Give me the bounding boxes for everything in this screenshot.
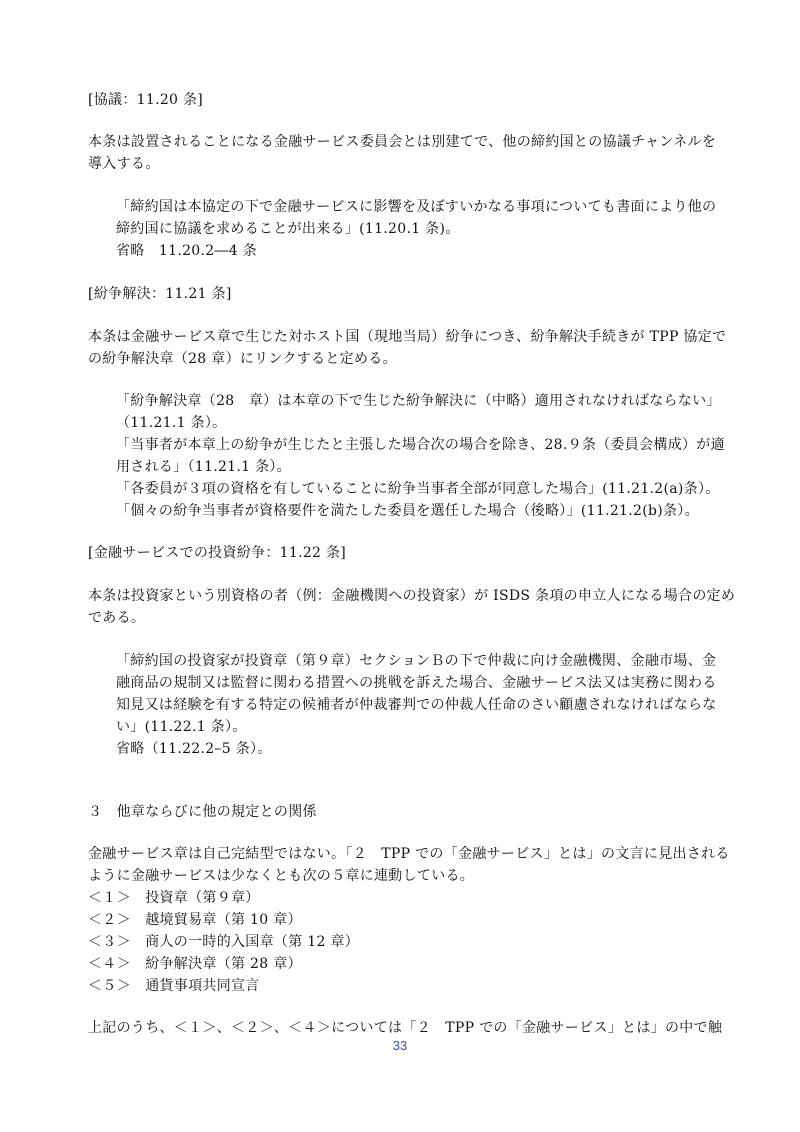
quote-line: い」(11.22.1 条）。 (116, 719, 247, 735)
paragraph-line: 金融サービス章は自己完結型ではない。「２ TPP での「金融サービス」とは」の文言に見出される (88, 846, 730, 862)
quote-line: 「締約国は本協定の下で金融サービスに影響を及ぼすいかなる事項についても書面により他の (116, 199, 717, 215)
paragraph-line: 本条は金融サービス章で生じた対ホスト国（現地当局）紛争につき、紛争解決手続きが TPP 協定で (88, 329, 727, 345)
paragraph-line: 本条は投資家という別資格の者（例：金融機関への投資家）が ISDS 条項の申立人になる場合の定め (88, 588, 736, 604)
list-item: ＜１＞ 投資章（第９章） (88, 890, 260, 906)
paragraph-line: ように金融サービスは少なくとも次の５章に連動している。 (88, 868, 475, 884)
heading-investment-disputes: [金融サービスでの投資紛争：11.22 条] (88, 545, 347, 561)
paragraph-line: 本条は設置されることになる金融サービス委員会とは別建てで、他の締約国との協議チャンネルを (88, 134, 717, 150)
quote-line: （11.21.1 条）。 (116, 415, 227, 431)
quote-line: 「締約国の投資家が投資章（第９章）セクションＢの下で仲裁に向け金融機関、金融市場、金 (116, 653, 717, 669)
paragraph-line: 導入する。 (88, 156, 160, 172)
list-item: ＜３＞ 商人の一時的入国章（第 12 章） (88, 934, 360, 950)
quote-line: 知見又は経験を有する特定の候補者が仲裁審判での仲裁人任命のさい顧慮されなければならな (116, 697, 717, 713)
omission-note: 省略（11.22.2–5 条）。 (116, 741, 272, 757)
heading-dispute-settlement: [紛争解決：11.21 条] (88, 286, 232, 302)
paragraph-line: の紛争解決章（28 章）にリンクすると定める。 (88, 351, 397, 367)
heading-consultation: [協議：11.20 条] (88, 92, 204, 108)
quote-line: 「紛争解決章（28 章）は本章の下で生じた紛争解決に（中略）適用されなければならない」 (116, 393, 721, 409)
quote-line: 「個々の紛争当事者が資格要件を満たした委員を選任した場合（後略）」(11.21.2(b)条）。 (116, 503, 699, 519)
quote-line: 「各委員が３項の資格を有していることに紛争当事者全部が同意した場合」(11.21.2(a)条）。 (116, 481, 720, 497)
quote-line: 融商品の規制又は監督に関わる措置への挑戦を訴えた場合、金融サービス法又は実務に関わる (116, 675, 717, 691)
quote-line: 「当事者が本章上の紛争が生じたと主張した場合次の場合を除き、28.９条（委員会構成）が適 (116, 437, 725, 453)
paragraph-line: である。 (88, 610, 146, 626)
paragraph-line: 上記のうち、＜１＞、＜２＞、＜４＞については「２ TPP での「金融サービス」とは」の中で触 (88, 1020, 723, 1036)
page-number: 33 (392, 1038, 408, 1053)
section-heading: ３ 他章ならびに他の規定との関係 (88, 804, 317, 820)
quote-line: 用される」（11.21.1 条）。 (116, 459, 291, 475)
quote-line: 締約国に協議を求めることが出来る」(11.20.1 条)。 (116, 221, 460, 237)
list-item: ＜４＞ 紛争解決章（第 28 章） (88, 956, 302, 972)
list-item: ＜２＞ 越境貿易章（第 10 章） (88, 912, 302, 928)
omission-note: 省略 11.20.2―4 条 (116, 243, 257, 259)
list-item: ＜５＞ 通貨事項共同宣言 (88, 978, 260, 994)
